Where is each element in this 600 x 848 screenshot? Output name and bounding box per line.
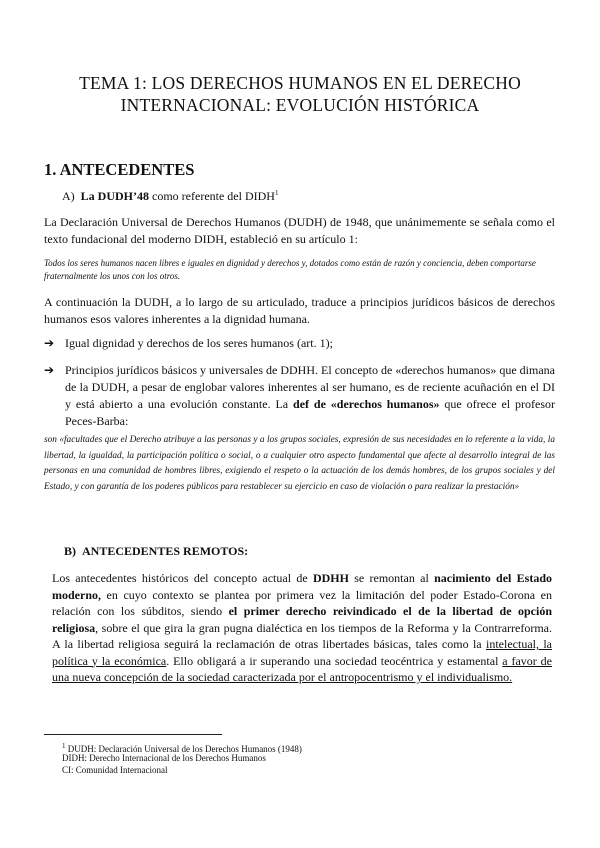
footnote-2: DIDH: Derecho Internacional de los Derechos Humanos [62, 753, 266, 763]
title-line-2: INTERNACIONAL: EVOLUCIÓN HISTÓRICA [120, 95, 480, 115]
bullet-text [65, 362, 555, 430]
subheading-b [64, 544, 248, 559]
arrow-bullet-icon: ➔ [44, 336, 55, 350]
subheading-a-text: como referente del DIDH [149, 189, 275, 203]
footnote-ref-1[interactable]: 1 [274, 189, 279, 197]
text-run-bold: DDHH [312, 571, 349, 585]
text-run-bold: el primer derecho reivindicado el de la libertad de opción religiosa [52, 604, 553, 635]
peces-barba-definition-quote: son «facultades que el Derecho atribuye a las personas y a los grupos sociales, expresión de sus necesidades en lo referente a la vida, la libertad, la igualdad, la participación política o social, o a cualquier otro aspecto fundamental que afecte al desarrollo integral de las personas en una comunidad de hombres libres, exigiendo el respeto o la actuación de los demás hombres, de los grupos sociales y del Estado, y con garantía de los poderes públicos para restablecer su ejercicio en caso de violación o para realizar la prestación» [44, 435, 555, 492]
article-1-quote: Todos los seres humanos nacen libres e iguales en dignidad y derechos y, dotados como están de razón y conciencia, deben comportarse fraternalmente los unos con los otros. [44, 258, 536, 281]
bullet-text-bold: def de «derechos humanos» [293, 397, 440, 411]
footnote-1-text: DUDH: Declaración Universal de los Derechos Humanos (1948) [65, 744, 302, 754]
bullet-text-main: Principios jurídicos básicos y universales de DDHH. El concepto de «derechos humanos» que dimana de la DUDH, a pesar de englobar valores inherentes al ser humano, es de reciente acuñación en el DI y está abierto a una evolución constante. La [65, 363, 555, 411]
bullet-text: Igual dignidad y derechos de los seres humanos (art. 1); [65, 336, 333, 350]
subheading-b-text: ANTECEDENTES REMOTOS: [82, 544, 249, 558]
text-run: . Ello obligará a ir superando una sociedad teocéntrica y estamental [166, 653, 503, 668]
subheading-a-bold: La DUDH’48 [80, 189, 150, 203]
footnote-separator [44, 734, 222, 735]
section-heading-antecedentes: 1. ANTECEDENTES [44, 160, 195, 179]
bullet-text-end: que ofrece el profesor Peces-Barba: [65, 397, 555, 428]
subheading-a [62, 189, 278, 204]
continuation-paragraph: A continuación la DUDH, a lo largo de su articulado, traduce a principios jurídicos básicos de derechos humanos esos valores inherentes a la dignidad humana. [44, 295, 555, 326]
text-run-bold: nacimiento del Estado moderno, [52, 571, 552, 602]
text-run-underlined: a favor de una nueva concepción de la sociedad caracterizada por el antropocentrismo y el individualismo. [52, 653, 552, 684]
text-run: en cuyo contexto se plantea por primera vez la limitación del poder Estado-Corona en relación con los súbditos, siendo [52, 587, 552, 618]
text-run-underlined: intelectual, la política y la económica [52, 637, 553, 668]
arrow-bullet-icon: ➔ [44, 363, 55, 377]
intro-paragraph: La Declaración Universal de Derechos Humanos (DUDH) de 1948, que unánimemente se señala como el texto fundacional del moderno DIDH, estableció en su artículo 1: [44, 215, 555, 246]
text-run: se remontan al [348, 571, 435, 585]
subheading-a-marker: A) [62, 189, 75, 203]
remote-antecedents-paragraph [52, 570, 552, 686]
page-title [40, 72, 560, 116]
subheading-b-marker: B) [64, 544, 76, 558]
text-run: Los antecedentes históricos del concepto actual de [52, 571, 313, 585]
footnote-1-number: 1 [62, 742, 66, 750]
footnote-3: CI: Comunidad Internacional [62, 765, 168, 775]
title-line-1: TEMA 1: LOS DERECHOS HUMANOS EN EL DERECHO [79, 73, 521, 93]
text-run: , sobre el que gira la gran pugna dialéctica en los tiempos de la Reforma y la Contrarreforma. A la libertad religiosa seguirá la reclamación de otras libertades básicas, tales como la [52, 620, 552, 651]
